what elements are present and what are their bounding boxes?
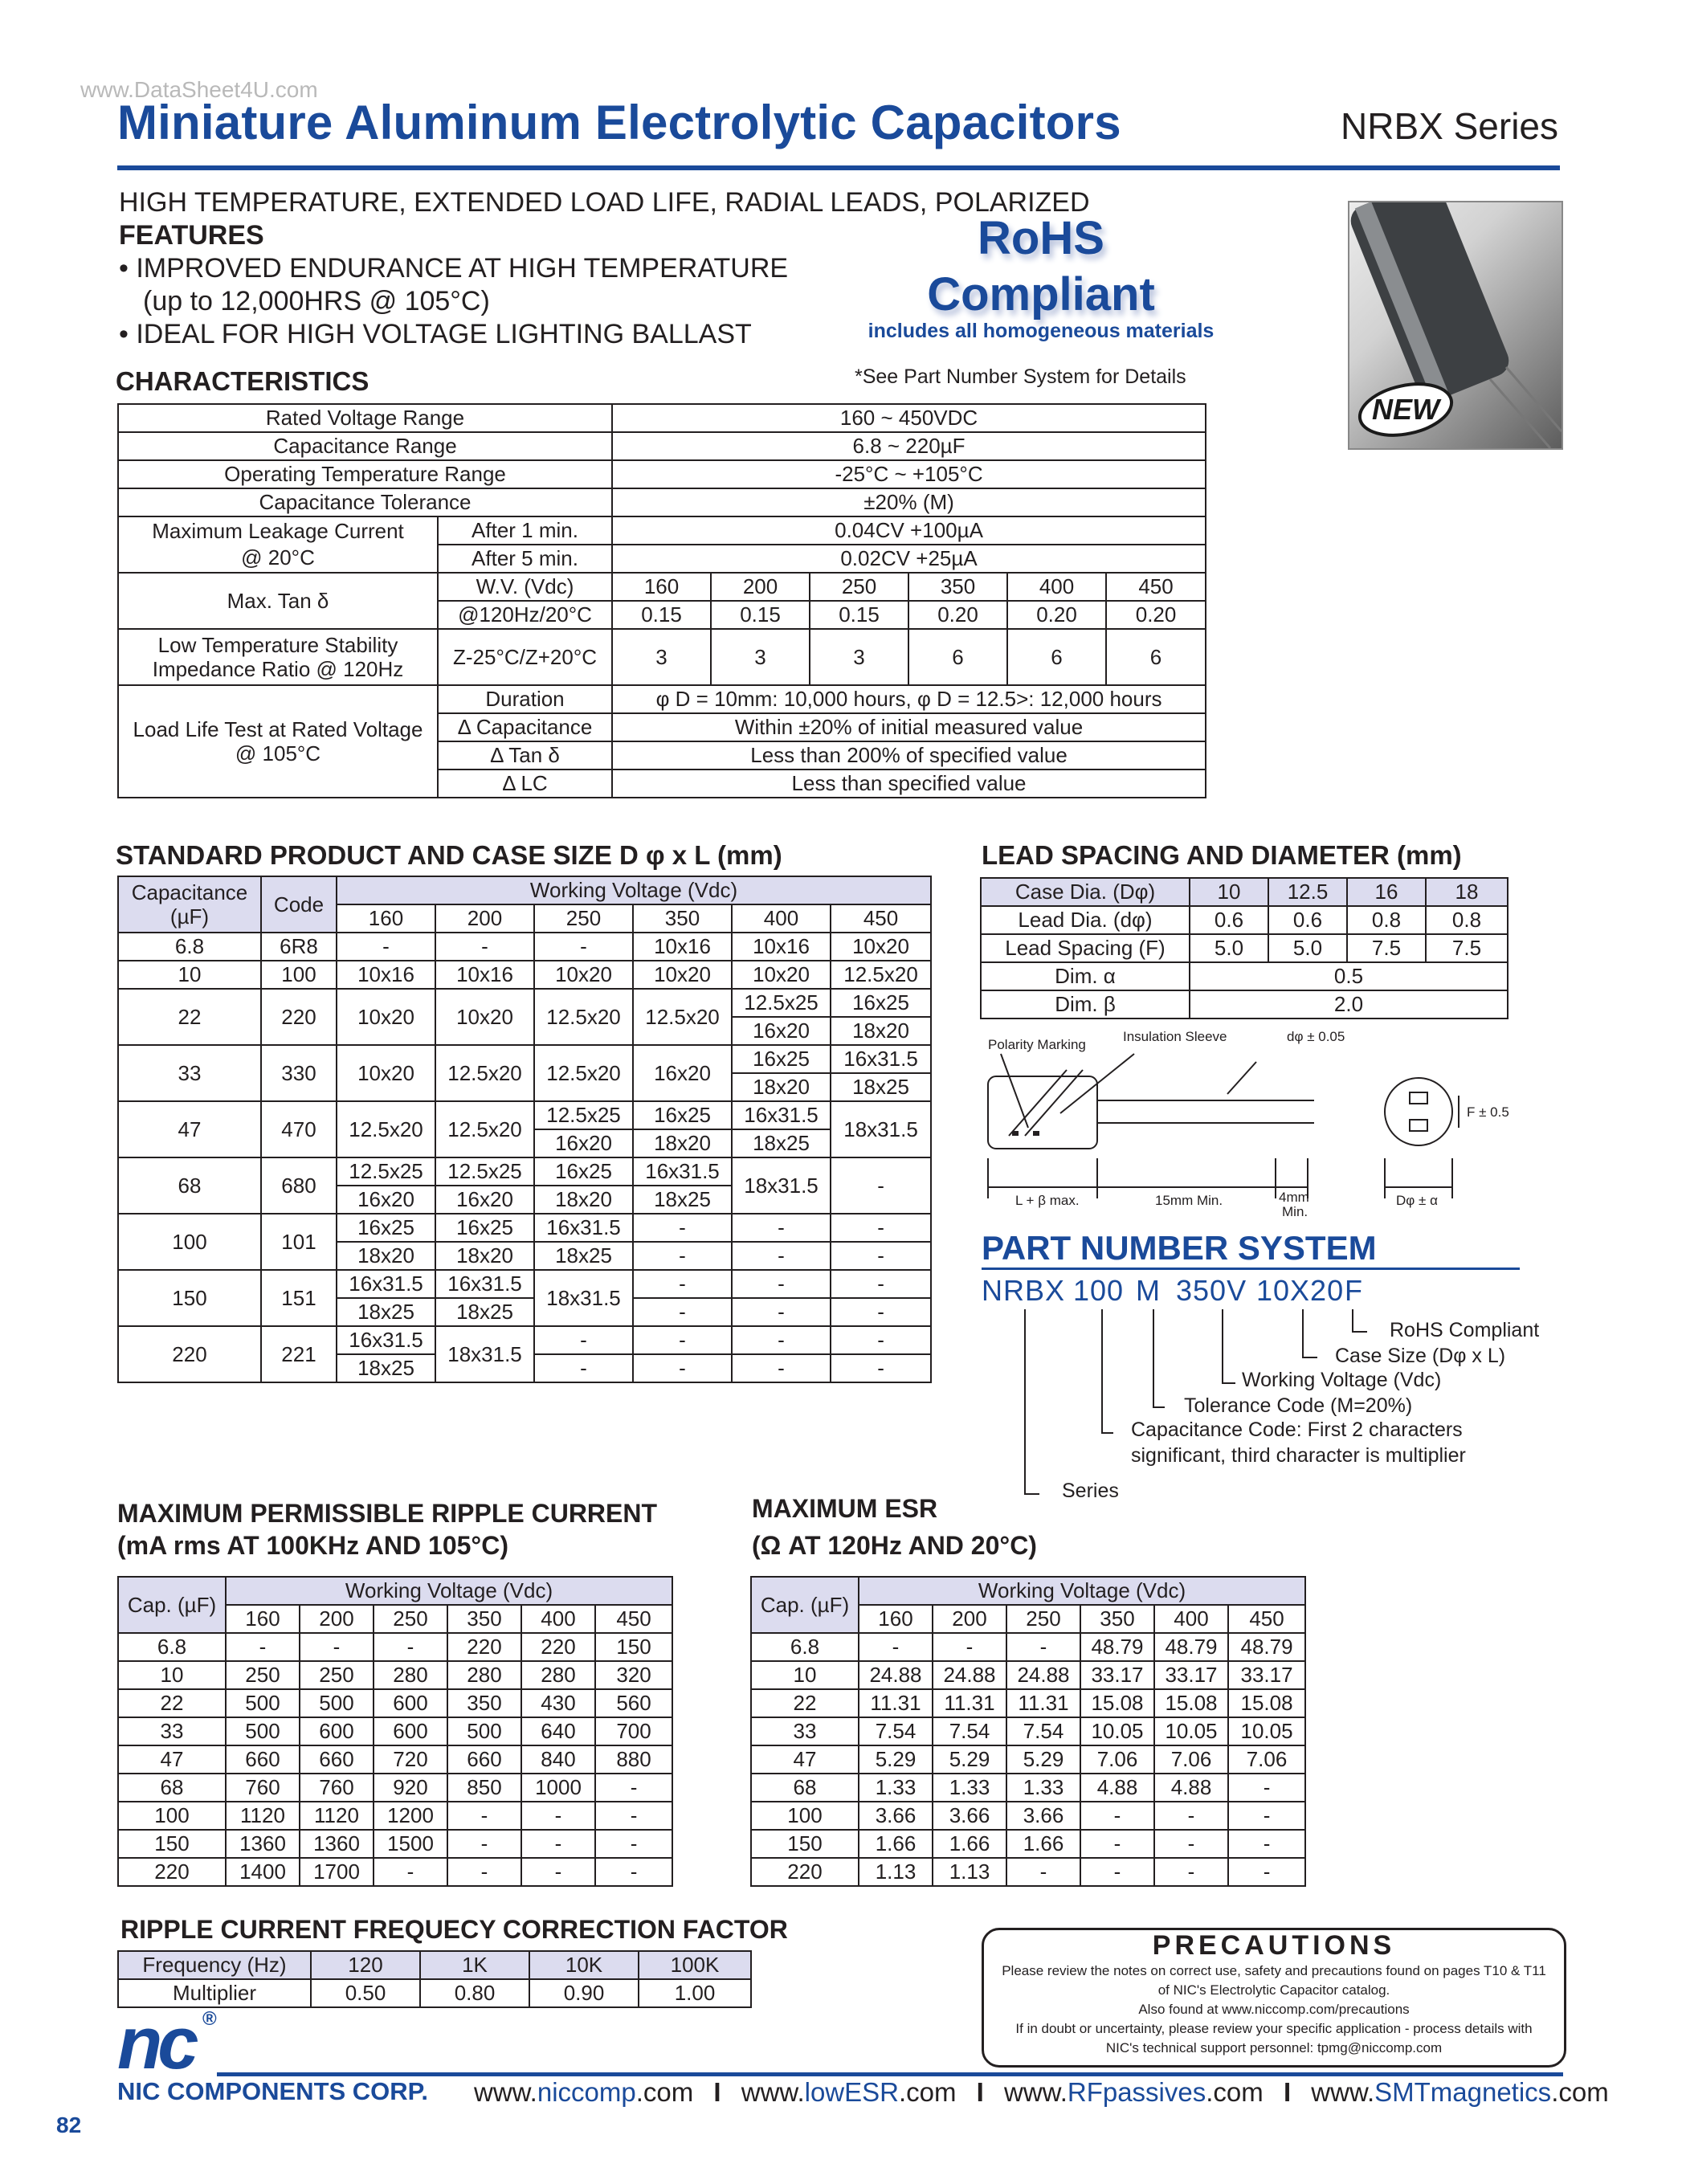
link-separator: I bbox=[1283, 2077, 1292, 2107]
min4-sub-label: Min. bbox=[1282, 1204, 1308, 1219]
dphi-leader bbox=[1227, 1062, 1256, 1094]
value-cell: 33.17 bbox=[1080, 1661, 1154, 1689]
cap-cell: 6.8 bbox=[751, 1633, 859, 1661]
value-cell: 5.29 bbox=[1006, 1745, 1080, 1774]
table-row bbox=[751, 1689, 1305, 1717]
value-cell: 660 bbox=[226, 1745, 300, 1774]
value-cell: 760 bbox=[300, 1774, 374, 1802]
value-cell: 250 bbox=[300, 1661, 374, 1689]
lb-label: L + β max. bbox=[1015, 1193, 1080, 1208]
value-cell: 10.05 bbox=[1080, 1717, 1154, 1745]
value-cell: 500 bbox=[447, 1717, 521, 1745]
table-row bbox=[118, 1858, 672, 1886]
table-row: Maximum Leakage Current @ 20°C After 1 min. 0.04CV +100µA bbox=[118, 516, 1206, 545]
table-row: Case Dia. (Dφ) 10 12.5 16 18 bbox=[981, 878, 1508, 906]
value-cell: 430 bbox=[521, 1689, 595, 1717]
table-row bbox=[118, 1661, 672, 1689]
min4-label: 4mm bbox=[1279, 1190, 1309, 1205]
value-cell: 48.79 bbox=[1228, 1633, 1305, 1661]
table-row: 16x20 18x20 18x25 bbox=[118, 1129, 931, 1157]
min15-label: 15mm Min. bbox=[1155, 1193, 1223, 1208]
pn-tolerance: M bbox=[1136, 1274, 1161, 1307]
table-row: 160 200 250 350 400 450 bbox=[118, 1605, 672, 1633]
value-cell: 280 bbox=[374, 1661, 447, 1689]
value-cell: - bbox=[447, 1802, 521, 1830]
value-cell: 280 bbox=[447, 1661, 521, 1689]
table-row: Low Temperature Stability Impedance Ratio @ 120Hz Z-25°C/Z+20°C 3 3 3 6 6 6 bbox=[118, 629, 1206, 685]
cap-cell: 10 bbox=[751, 1661, 859, 1689]
cap-cell: 220 bbox=[751, 1858, 859, 1886]
value-cell: 10.05 bbox=[1228, 1717, 1305, 1745]
table-row: 150 151 16x31.5 16x31.5 18x31.5 - - - bbox=[118, 1270, 931, 1298]
precautions-box bbox=[982, 1928, 1566, 2068]
value-cell: - bbox=[447, 1830, 521, 1858]
value-cell: 48.79 bbox=[1080, 1633, 1154, 1661]
pn-case: 10X20 bbox=[1256, 1274, 1345, 1307]
lead-heading: LEAD SPACING AND DIAMETER (mm) bbox=[982, 840, 1462, 870]
table-row bbox=[751, 1661, 1305, 1689]
table-row: 6.8 6R8 - - - 10x16 10x16 10x20 bbox=[118, 933, 931, 961]
capacitor-body bbox=[988, 1076, 1097, 1149]
value-cell: 24.88 bbox=[1006, 1661, 1080, 1689]
value-cell: 1400 bbox=[226, 1858, 300, 1886]
table-row: Δ Tan δ Less than 200% of specified value bbox=[118, 741, 1206, 770]
footer-rule bbox=[217, 2072, 1563, 2076]
standard-heading: STANDARD PRODUCT AND CASE SIZE D φ x L (mm) bbox=[116, 840, 782, 870]
table-row: 22 220 10x20 10x20 12.5x20 12.5x20 12.5x25 16x25 bbox=[118, 989, 931, 1017]
table-row: 18x25 18x25 - - - bbox=[118, 1298, 931, 1326]
value-cell: 3.66 bbox=[1006, 1802, 1080, 1830]
value-cell: 7.54 bbox=[859, 1717, 933, 1745]
table-row bbox=[751, 1745, 1305, 1774]
value-cell: 560 bbox=[595, 1689, 672, 1717]
precautions-line: of NIC's Electrolytic Capacitor catalog. bbox=[1157, 1982, 1390, 1998]
value-cell: 1.33 bbox=[859, 1774, 933, 1802]
value-cell: - bbox=[521, 1802, 595, 1830]
pn-label-case: Case Size (Dφ x L) bbox=[1335, 1345, 1506, 1367]
table-row bbox=[751, 1774, 1305, 1802]
cap-cell: 150 bbox=[118, 1830, 226, 1858]
value-cell: 7.06 bbox=[1228, 1745, 1305, 1774]
value-cell: 150 bbox=[595, 1633, 672, 1661]
value-cell: 280 bbox=[521, 1661, 595, 1689]
value-cell: 10.05 bbox=[1154, 1717, 1228, 1745]
page-number: 82 bbox=[56, 2113, 82, 2137]
characteristics-table bbox=[117, 403, 1206, 798]
series-name: NRBX Series bbox=[1341, 105, 1558, 147]
ripple-heading: MAXIMUM PERMISSIBLE RIPPLE CURRENT bbox=[117, 1499, 658, 1528]
standard-product-table bbox=[117, 876, 932, 1383]
value-cell: 840 bbox=[521, 1745, 595, 1774]
page-title: Miniature Aluminum Electrolytic Capacitors bbox=[117, 96, 1121, 149]
value-cell: - bbox=[1228, 1858, 1305, 1886]
table-row: Rated Voltage Range 160 ~ 450VDC bbox=[118, 404, 1206, 432]
table-row: Multiplier 0.50 0.80 0.90 1.00 bbox=[118, 1979, 751, 2007]
esr-table bbox=[750, 1576, 1306, 1887]
table-row: 16x20 18x20 bbox=[118, 1017, 931, 1045]
value-cell: 15.08 bbox=[1080, 1689, 1154, 1717]
value-cell: 1.13 bbox=[933, 1858, 1006, 1886]
value-cell: 15.08 bbox=[1154, 1689, 1228, 1717]
value-cell: 220 bbox=[447, 1633, 521, 1661]
value-cell: - bbox=[1154, 1802, 1228, 1830]
rohs-line3: includes all homogeneous materials bbox=[868, 320, 1215, 342]
lead-spacing-table bbox=[980, 877, 1508, 1019]
value-cell: 760 bbox=[226, 1774, 300, 1802]
value-cell: 1.66 bbox=[933, 1830, 1006, 1858]
correction-table bbox=[117, 1950, 752, 2008]
table-row: Capacitance Tolerance ±20% (M) bbox=[118, 488, 1206, 516]
ripple-table bbox=[117, 1576, 673, 1887]
value-cell: 600 bbox=[374, 1717, 447, 1745]
precautions-title: PRECAUTIONS bbox=[1152, 1930, 1396, 1961]
table-row: After 5 min. 0.02CV +25µA bbox=[118, 545, 1206, 573]
value-cell: - bbox=[1080, 1858, 1154, 1886]
table-row: 18x20 18x25 bbox=[118, 1073, 931, 1101]
value-cell: 220 bbox=[521, 1633, 595, 1661]
value-cell: - bbox=[933, 1633, 1006, 1661]
capacitor-illustration bbox=[1349, 202, 1562, 448]
value-cell: 880 bbox=[595, 1745, 672, 1774]
value-cell: - bbox=[1228, 1802, 1305, 1830]
pn-rohs: F bbox=[1345, 1274, 1363, 1307]
sleeve-label: Insulation Sleeve bbox=[1123, 1030, 1227, 1044]
value-cell: 5.29 bbox=[859, 1745, 933, 1774]
value-cell: 1360 bbox=[300, 1830, 374, 1858]
value-cell: 1.33 bbox=[933, 1774, 1006, 1802]
value-cell: 33.17 bbox=[1228, 1661, 1305, 1689]
rohs-line1: RoHS bbox=[978, 212, 1104, 264]
value-cell: - bbox=[1154, 1830, 1228, 1858]
value-cell: 500 bbox=[226, 1689, 300, 1717]
precautions-link[interactable]: Also found at www.niccomp.com/precautions bbox=[1138, 2002, 1410, 2017]
value-cell: 5.29 bbox=[933, 1745, 1006, 1774]
table-row: 68 680 12.5x25 12.5x25 16x25 16x31.5 18x31.5 - bbox=[118, 1157, 931, 1186]
rohs-badge bbox=[848, 210, 1234, 343]
precautions-line: Please review the notes on correct use, safety and precautions found on pages T10 & T11 bbox=[1002, 1963, 1546, 1978]
table-row: 160 200 250 350 400 450 bbox=[118, 904, 931, 933]
cap-cell: 150 bbox=[751, 1830, 859, 1858]
link-separator: I bbox=[976, 2077, 984, 2107]
value-cell: - bbox=[1228, 1774, 1305, 1802]
value-cell: 11.31 bbox=[933, 1689, 1006, 1717]
value-cell: - bbox=[374, 1633, 447, 1661]
dimension-diagram bbox=[977, 1030, 1555, 1221]
correction-heading: RIPPLE CURRENT FREQUECY CORRECTION FACTOR bbox=[120, 1915, 788, 1944]
table-row: 18x25 - - - - bbox=[118, 1354, 931, 1382]
value-cell: 320 bbox=[595, 1661, 672, 1689]
polarity-leader bbox=[1001, 1054, 1028, 1128]
value-cell: 1.33 bbox=[1006, 1774, 1080, 1802]
pn-label-voltage: Working Voltage (Vdc) bbox=[1242, 1369, 1442, 1391]
table-row: 47 470 12.5x20 12.5x20 12.5x25 16x25 16x31.5 18x31.5 bbox=[118, 1101, 931, 1129]
value-cell: 15.08 bbox=[1228, 1689, 1305, 1717]
value-cell: 850 bbox=[447, 1774, 521, 1802]
value-cell: 1360 bbox=[226, 1830, 300, 1858]
feature-1: • IMPROVED ENDURANCE AT HIGH TEMPERATURE bbox=[119, 253, 789, 284]
table-row: 33 330 10x20 12.5x20 12.5x20 16x20 16x25 16x31.5 bbox=[118, 1045, 931, 1073]
link-lowesr[interactable]: www.lowESR.com bbox=[741, 2077, 957, 2107]
cap-cell: 6.8 bbox=[118, 1633, 226, 1661]
value-cell: 660 bbox=[447, 1745, 521, 1774]
pn-label-capacitance: Capacitance Code: First 2 characters bbox=[1131, 1419, 1463, 1441]
pn-series: NRBX bbox=[982, 1274, 1066, 1307]
value-cell: 24.88 bbox=[859, 1661, 933, 1689]
value-cell: - bbox=[859, 1633, 933, 1661]
value-cell: - bbox=[1228, 1830, 1305, 1858]
cap-cell: 68 bbox=[751, 1774, 859, 1802]
value-cell: 350 bbox=[447, 1689, 521, 1717]
polarity-label: Polarity Marking bbox=[988, 1037, 1086, 1052]
value-cell: - bbox=[521, 1830, 595, 1858]
table-row bbox=[751, 1802, 1305, 1830]
link-separator: I bbox=[713, 2077, 721, 2107]
cap-cell: 100 bbox=[751, 1802, 859, 1830]
pn-voltage: 350V bbox=[1176, 1274, 1247, 1307]
value-cell: 1120 bbox=[300, 1802, 374, 1830]
value-cell: 48.79 bbox=[1154, 1633, 1228, 1661]
cap-cell: 47 bbox=[118, 1745, 226, 1774]
link-rfpassives[interactable]: www.RFpassives.com bbox=[1004, 2077, 1264, 2107]
value-cell: 4.88 bbox=[1154, 1774, 1228, 1802]
value-cell: 720 bbox=[374, 1745, 447, 1774]
precautions-line: If in doubt or uncertainty, please review your specific application - process details with bbox=[1015, 2021, 1533, 2036]
precautions-email[interactable]: NIC's technical support personnel: tpmg@niccomp.com bbox=[1105, 2040, 1443, 2055]
cap-cell: 22 bbox=[751, 1689, 859, 1717]
value-cell: - bbox=[595, 1830, 672, 1858]
table-row: 100 101 16x25 16x25 16x31.5 - - - bbox=[118, 1214, 931, 1242]
value-cell: - bbox=[226, 1633, 300, 1661]
polarity-stripe bbox=[1009, 1070, 1067, 1136]
value-cell: 7.06 bbox=[1154, 1745, 1228, 1774]
watermark: www.DataSheet4U.com bbox=[80, 77, 318, 102]
value-cell: 33.17 bbox=[1154, 1661, 1228, 1689]
rohs-line2: Compliant bbox=[927, 268, 1155, 320]
value-cell: 600 bbox=[300, 1717, 374, 1745]
table-row: Capacitance Range 6.8 ~ 220µF bbox=[118, 432, 1206, 460]
table-row: 220 221 16x31.5 18x31.5 - - - - bbox=[118, 1326, 931, 1354]
cap-cell: 68 bbox=[118, 1774, 226, 1802]
value-cell: 11.31 bbox=[859, 1689, 933, 1717]
value-cell: - bbox=[595, 1802, 672, 1830]
value-cell: 3.66 bbox=[933, 1802, 1006, 1830]
pn-label-rohs: RoHS Compliant bbox=[1390, 1319, 1540, 1341]
value-cell: 700 bbox=[595, 1717, 672, 1745]
value-cell: 1500 bbox=[374, 1830, 447, 1858]
table-row: Lead Spacing (F) 5.0 5.0 7.5 7.5 bbox=[981, 934, 1508, 962]
table-row: Dim. β 2.0 bbox=[981, 990, 1508, 1019]
registered-mark: ® bbox=[202, 2008, 217, 2030]
value-cell: 4.88 bbox=[1080, 1774, 1154, 1802]
table-row: Capacitance (µF) Code Working Voltage (Vdc) bbox=[118, 876, 931, 904]
value-cell: 1.66 bbox=[1006, 1830, 1080, 1858]
link-niccomp[interactable]: www.niccomp.com bbox=[474, 2077, 694, 2107]
value-cell: - bbox=[447, 1858, 521, 1886]
table-row: 16x20 16x20 18x20 18x25 bbox=[118, 1186, 931, 1214]
table-row: Δ Capacitance Within ±20% of initial measured value bbox=[118, 713, 1206, 741]
value-cell: 7.06 bbox=[1080, 1745, 1154, 1774]
link-smtmagnetics[interactable]: www.SMTmagnetics.com bbox=[1311, 2077, 1609, 2107]
table-row bbox=[118, 1717, 672, 1745]
value-cell: 600 bbox=[374, 1689, 447, 1717]
value-cell: - bbox=[300, 1633, 374, 1661]
table-row: Cap. (µF) Working Voltage (Vdc) bbox=[118, 1577, 672, 1605]
cap-cell: 10 bbox=[118, 1661, 226, 1689]
table-row bbox=[751, 1717, 1305, 1745]
header-rule bbox=[117, 165, 1560, 170]
value-cell: 11.31 bbox=[1006, 1689, 1080, 1717]
dphi-label: dφ ± 0.05 bbox=[1287, 1030, 1345, 1044]
cap-cell: 33 bbox=[118, 1717, 226, 1745]
table-row: Load Life Test at Rated Voltage @ 105°C Duration φ D = 10mm: 10,000 hours, φ D = 12.5>: 12,000 hours bbox=[118, 685, 1206, 713]
table-row bbox=[751, 1858, 1305, 1886]
table-row bbox=[118, 1774, 672, 1802]
table-row: Operating Temperature Range -25°C ~ +105°C bbox=[118, 460, 1206, 488]
end-view-lead bbox=[1410, 1092, 1427, 1104]
end-view-lead bbox=[1410, 1120, 1427, 1131]
value-cell: - bbox=[595, 1858, 672, 1886]
value-cell: 3.66 bbox=[859, 1802, 933, 1830]
table-row bbox=[751, 1633, 1305, 1661]
cap-cell: 47 bbox=[751, 1745, 859, 1774]
cap-cell: 100 bbox=[118, 1802, 226, 1830]
cap-cell: 220 bbox=[118, 1858, 226, 1886]
company-name: NIC COMPONENTS CORP. bbox=[117, 2077, 428, 2105]
value-cell: - bbox=[1080, 1802, 1154, 1830]
pns-heading: PART NUMBER SYSTEM bbox=[982, 1229, 1377, 1267]
table-row bbox=[118, 1633, 672, 1661]
value-cell: 1200 bbox=[374, 1802, 447, 1830]
table-row bbox=[118, 1745, 672, 1774]
pns-rule bbox=[982, 1268, 1520, 1270]
table-row: 10 100 10x16 10x16 10x20 10x20 10x20 12.5x20 bbox=[118, 961, 931, 989]
f-label: F ± 0.5 bbox=[1467, 1104, 1509, 1120]
esr-subheading: (Ω AT 120Hz AND 20°C) bbox=[752, 1531, 1037, 1560]
value-cell: - bbox=[521, 1858, 595, 1886]
pn-capacitance: 100 bbox=[1073, 1274, 1125, 1307]
table-row bbox=[118, 1830, 672, 1858]
value-cell: 1.66 bbox=[859, 1830, 933, 1858]
dalpha-label: Dφ ± α bbox=[1396, 1193, 1438, 1208]
feature-1-detail: (up to 12,000HRS @ 105°C) bbox=[143, 286, 490, 316]
table-row: Frequency (Hz) 120 1K 10K 100K bbox=[118, 1951, 751, 1979]
table-row: @120Hz/20°C 0.15 0.15 0.15 0.20 0.20 0.20 bbox=[118, 601, 1206, 629]
table-row: Max. Tan δ W.V. (Vdc) 160 200 250 350 400 450 bbox=[118, 573, 1206, 601]
value-cell: 24.88 bbox=[933, 1661, 1006, 1689]
pn-label-tolerance: Tolerance Code (M=20%) bbox=[1184, 1394, 1413, 1417]
value-cell: 500 bbox=[300, 1689, 374, 1717]
new-badge: NEW bbox=[1372, 393, 1439, 426]
end-view-circle bbox=[1385, 1078, 1452, 1145]
value-cell: 1000 bbox=[521, 1774, 595, 1802]
value-cell: 640 bbox=[521, 1717, 595, 1745]
value-cell: - bbox=[1080, 1830, 1154, 1858]
cap-cell: 33 bbox=[751, 1717, 859, 1745]
value-cell: 1120 bbox=[226, 1802, 300, 1830]
value-cell: - bbox=[1006, 1858, 1080, 1886]
table-row bbox=[751, 1830, 1305, 1858]
subtitle: HIGH TEMPERATURE, EXTENDED LOAD LIFE, RADIAL LEADS, POLARIZED bbox=[119, 187, 1090, 218]
table-row: Dim. α 0.5 bbox=[981, 962, 1508, 990]
value-cell: 500 bbox=[226, 1717, 300, 1745]
pn-label-capacitance-2: significant, third character is multiplier bbox=[1131, 1444, 1466, 1467]
characteristics-heading: CHARACTERISTICS bbox=[116, 366, 369, 396]
nic-logo: nc bbox=[117, 2002, 194, 2084]
value-cell: - bbox=[374, 1858, 447, 1886]
value-cell: 1.13 bbox=[859, 1858, 933, 1886]
ripple-subheading: (mA rms AT 100KHz AND 105°C) bbox=[117, 1531, 508, 1560]
value-cell: - bbox=[595, 1774, 672, 1802]
value-cell: 1700 bbox=[300, 1858, 374, 1886]
table-row: Lead Dia. (dφ) 0.6 0.6 0.8 0.8 bbox=[981, 906, 1508, 934]
table-row: Δ LC Less than specified value bbox=[118, 770, 1206, 798]
feature-2: • IDEAL FOR HIGH VOLTAGE LIGHTING BALLAST bbox=[119, 319, 752, 349]
value-cell: 7.54 bbox=[933, 1717, 1006, 1745]
table-row: Cap. (µF) Working Voltage (Vdc) bbox=[751, 1577, 1305, 1605]
table-row bbox=[118, 1802, 672, 1830]
value-cell: 920 bbox=[374, 1774, 447, 1802]
esr-heading: MAXIMUM ESR bbox=[752, 1494, 938, 1523]
table-row: 18x20 18x20 18x25 - - - bbox=[118, 1242, 931, 1270]
footer-links bbox=[474, 2077, 1609, 2108]
features-heading: FEATURES bbox=[119, 220, 264, 251]
cap-cell: 22 bbox=[118, 1689, 226, 1717]
pn-label-series: Series bbox=[1062, 1480, 1119, 1502]
value-cell: 7.54 bbox=[1006, 1717, 1080, 1745]
table-row: 160 200 250 350 400 450 bbox=[751, 1605, 1305, 1633]
rohs-note: *See Part Number System for Details bbox=[855, 365, 1186, 388]
product-photo bbox=[1348, 201, 1563, 450]
value-cell: - bbox=[1154, 1858, 1228, 1886]
value-cell: 250 bbox=[226, 1661, 300, 1689]
table-row bbox=[118, 1689, 672, 1717]
value-cell: 660 bbox=[300, 1745, 374, 1774]
value-cell: - bbox=[1006, 1633, 1080, 1661]
